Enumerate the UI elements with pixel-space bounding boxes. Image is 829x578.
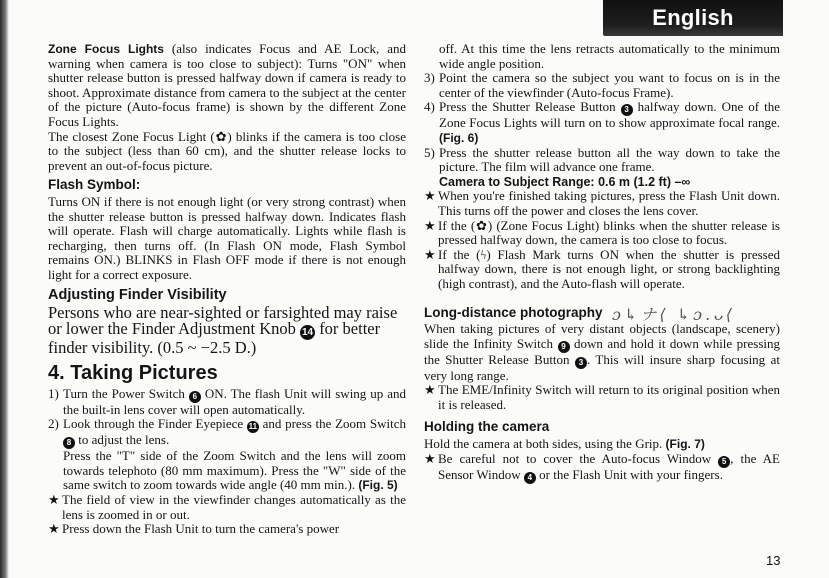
right-column: [424, 42, 780, 484]
right-note-2-text-b: ) (Zone Focus Light) blinks when the shutter release is pressed halfway down, the camera is too close to focus.: [438, 217, 780, 248]
finder-visibility-text: [48, 305, 406, 356]
long-text-b: down and hold it down while pressing the Shutter Release Button: [424, 335, 781, 367]
right-note-1: [424, 189, 780, 218]
range-label: Camera to Subject Range:: [439, 174, 595, 189]
taking-pictures-title: 4. Taking Pictures: [48, 362, 218, 385]
right-note-3-text-a: If the (: [438, 246, 481, 262]
step-1-text-b: ON. The flash Unit will swing up and the built-in lens cover will open automatically.: [63, 385, 406, 417]
right-note-2-text-a: If the (: [438, 217, 476, 233]
step-4: [424, 100, 780, 145]
infinity-switch-number-icon: 9: [558, 341, 570, 353]
holding-camera-note: [424, 452, 780, 484]
right-note-2: [424, 219, 780, 248]
zone-focus-light-icon: ✿: [475, 217, 488, 233]
step-3-text: Point the camera so the subject you want to focus on is in the center of the viewfinder (Auto-focus Frame).: [439, 70, 780, 100]
step-1: [48, 387, 406, 418]
flash-symbol-title: Flash Symbol:: [48, 177, 141, 193]
star-icon: ★: [424, 188, 436, 204]
holding-camera-text: [424, 437, 780, 452]
long-distance-note-text: The EME/Infinity Switch will return to its original position when it is released.: [438, 382, 780, 412]
step-5-text: Press the shutter release button all the way down to take the picture. The film will advance one frame.: [439, 144, 780, 175]
handwritten-annotation: ɔ↳ナ⟨ ↳ɔ.ᴗ⟨: [612, 305, 736, 324]
page-number: 13: [766, 553, 781, 568]
power-switch-number-icon: 6: [189, 391, 201, 403]
finder-text-a: Persons who are near-sighted or farsighted may raise or lower the Finder Adjustment Knob: [48, 303, 398, 339]
hold-note-text-b: , the AE Sensor Window: [438, 450, 780, 482]
step-3-number: 3): [424, 70, 435, 86]
star-icon: ★: [48, 492, 60, 508]
steps-list-left: [48, 387, 406, 493]
long-distance-text: [424, 322, 780, 383]
zone-closest-text-a: The closest Zone Focus Light (: [48, 128, 215, 144]
step-4-figure-ref: (Fig. 6): [439, 130, 479, 145]
step-2-text-d: Press the "T" side of the Zoom Switch and the lens will zoom towards telephoto (80 mm maximum). Press the "W" side of the same switch to zoom towards wide angle (40 mm min.).: [63, 448, 406, 493]
long-distance-title: Long-distance photography: [424, 304, 603, 320]
step-2-text-c: to adjust the lens.: [75, 432, 170, 448]
long-text-a: When taking pictures of very distant objects (landscape, scenery) slide the Infinity Switch: [424, 321, 780, 351]
right-note-3: [424, 248, 780, 292]
shutter-button-number-icon: 3: [575, 357, 587, 369]
left-note-2-text: Press down the Flash Unit to turn the camera's power: [62, 521, 340, 537]
step-2-text-a: Look through the Finder Eyepiece: [63, 416, 247, 432]
left-column: [48, 42, 406, 537]
language-tab: [603, 0, 783, 36]
step-4-text-b: halfway down. One of the Zone Focus Lights will turn on to show approximate focal range.: [439, 99, 780, 131]
hold-note-text-c: or the Flash Unit with your fingers.: [535, 466, 723, 482]
hold-note-text-a: Be careful not to cover the Auto-focus Window: [438, 450, 719, 466]
hold-figure-ref: (Fig. 7): [665, 437, 705, 452]
star-icon: ★: [424, 382, 436, 398]
flash-mark-icon: ϟ: [480, 246, 487, 262]
star-icon: ★: [424, 450, 436, 466]
language-tab-label: English: [652, 5, 734, 30]
step-2-text-b: and press the Zoom Switch: [258, 416, 406, 432]
star-icon: ★: [48, 521, 60, 537]
ae-sensor-number-icon: 4: [524, 472, 536, 484]
long-distance-note: [424, 383, 780, 412]
step-5: [424, 146, 780, 190]
steps-list-right: [424, 71, 780, 189]
hold-text-a: Hold the camera at both sides, using the Grip.: [424, 436, 666, 452]
finder-eyepiece-number-icon: 11: [248, 422, 258, 432]
zoom-switch-number-icon: 8: [63, 437, 75, 449]
step-3: [424, 71, 780, 100]
step-2: [48, 417, 406, 493]
step-5-number: 5): [424, 144, 435, 160]
left-note-2: [48, 522, 406, 537]
zone-focus-title: Zone Focus Lights: [48, 42, 164, 56]
left-note-1-text: The field of view in the viewfinder changes automatically as the lens is zoomed in or out.: [62, 492, 406, 522]
finder-text-b: for better finder visibility. (0.5 ~ −2.5 D.): [48, 319, 381, 358]
continued-text: off. At this time the lens retracts automatically to the minimum wide angle position.: [439, 41, 780, 71]
finder-knob-number-icon: 14: [302, 327, 314, 339]
shutter-button-number-icon: 3: [621, 104, 633, 116]
star-icon: ★: [424, 217, 436, 233]
step-2-figure-ref: (Fig. 5): [358, 478, 398, 493]
holding-camera-title: Holding the camera: [424, 419, 550, 435]
range-value: 0.6 m (1.2 ft) –∞: [594, 174, 691, 189]
flash-symbol-text: Turns ON if there is not enough light (or very strong contrast) when the shutter release button is pressed halfway down. Indicates flash will operate. Flash will charge automatically. Lights while flash is recharging, then turns off. (In Flash ON mode, Flash Symbol remains ON.) BLINKS in Flash OFF mode if there is not enough light for a correct exposure.: [48, 193, 406, 282]
zone-focus-paragraph: [48, 42, 406, 130]
left-note-1: [48, 493, 406, 522]
autofocus-window-number-icon: 5: [718, 456, 730, 468]
star-icon: ★: [424, 246, 436, 262]
zone-focus-light-icon: ✿: [214, 128, 228, 144]
page-edge-shadow: [0, 0, 9, 578]
right-note-3-text-b: ) Flash Mark turns ON when the shutter is pressed halfway down, there is not enough light, or strong backlighting (high contrast), and the Auto-flash will operate.: [438, 246, 781, 291]
finder-visibility-title: Adjusting Finder Visibility: [48, 286, 227, 303]
step-2-number: 2): [48, 416, 59, 432]
long-text-c: . This will insure sharp focusing at very long range.: [424, 351, 780, 383]
zone-closest-text-b: ) blinks if the camera is too close to the subject (less than 60 cm), and the shutter release locks to prevent an out-of-focus picture.: [48, 128, 406, 173]
step-1-number: 1): [48, 385, 59, 401]
step-1-text-a: Turn the Power Switch: [63, 385, 189, 401]
step-4-number: 4): [424, 99, 435, 115]
right-note-1-text: When you're finished taking pictures, press the Flash Unit down. This turns off the power and closes the lens cover.: [438, 188, 780, 218]
zone-focus-text: (also indicates Focus and AE Lock, and warning when camera is too close to subject): Turns "ON" when shutter release button is pressed halfway down if camera is ready to shoot. Approximate distance from camera to the subject at the center of the picture (Auto-focus frame) is shown by the different Zone Focus Lights.: [48, 41, 406, 129]
zone-closest-paragraph: [48, 130, 406, 174]
step-4-text-a: Press the Shutter Release Button: [439, 99, 621, 115]
